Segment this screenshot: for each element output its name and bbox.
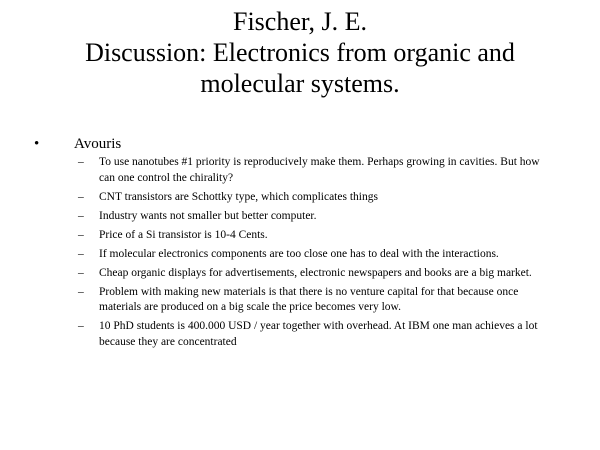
sub-bullet-item <box>78 209 548 225</box>
title-line-2: Discussion: Electronics from organic and <box>85 38 515 67</box>
dash-marker: – <box>78 247 84 260</box>
sub-bullet-item <box>78 155 548 186</box>
sub-bullet-text: CNT transistors are Schottky type, which complicates things <box>99 190 378 203</box>
sub-bullet-text: 10 PhD students is 400.000 USD / year together with overhead. At IBM one man achieves a lot because they are concentrated <box>99 320 538 348</box>
sub-bullet-item <box>78 228 548 244</box>
title-line-1: Fischer, J. E. <box>233 7 367 36</box>
dash-marker: – <box>78 209 84 222</box>
dash-marker: – <box>78 266 84 279</box>
bullet-marker: • <box>34 136 40 152</box>
slide-title <box>40 6 560 99</box>
sub-bullet-item <box>78 247 548 263</box>
dash-marker: – <box>78 320 84 332</box>
bullet-label: Avouris <box>74 136 122 152</box>
dash-marker: – <box>78 228 84 241</box>
sub-bullet-item <box>78 285 548 316</box>
sub-bullet-text: Cheap organic displays for advertisements, electronic newspapers and books are a big market. <box>99 266 532 279</box>
sub-bullet-text: Industry wants not smaller but better computer. <box>99 209 317 222</box>
dash-marker: – <box>78 190 84 203</box>
sub-bullet-item <box>78 319 548 350</box>
sub-bullet-item <box>78 266 548 282</box>
dash-marker: – <box>78 285 84 298</box>
sub-bullet-text: If molecular electronics components are too close one has to deal with the interactions. <box>99 247 499 260</box>
title-line-3: molecular systems. <box>200 69 400 98</box>
sub-bullet-item <box>78 190 548 206</box>
dash-marker: – <box>78 156 84 168</box>
sub-bullet-text: Problem with making new materials is that there is no venture capital for that because once materials are produced on a big scale the price becomes very low. <box>99 285 519 313</box>
sub-bullet-text: To use nanotubes #1 priority is reproducively make them. Perhaps growing in cavities. But how can one control the chirality? <box>99 156 540 184</box>
sub-bullet-text: Price of a Si transistor is 10-4 Cents. <box>99 228 268 241</box>
sub-bullet-list <box>78 155 548 354</box>
